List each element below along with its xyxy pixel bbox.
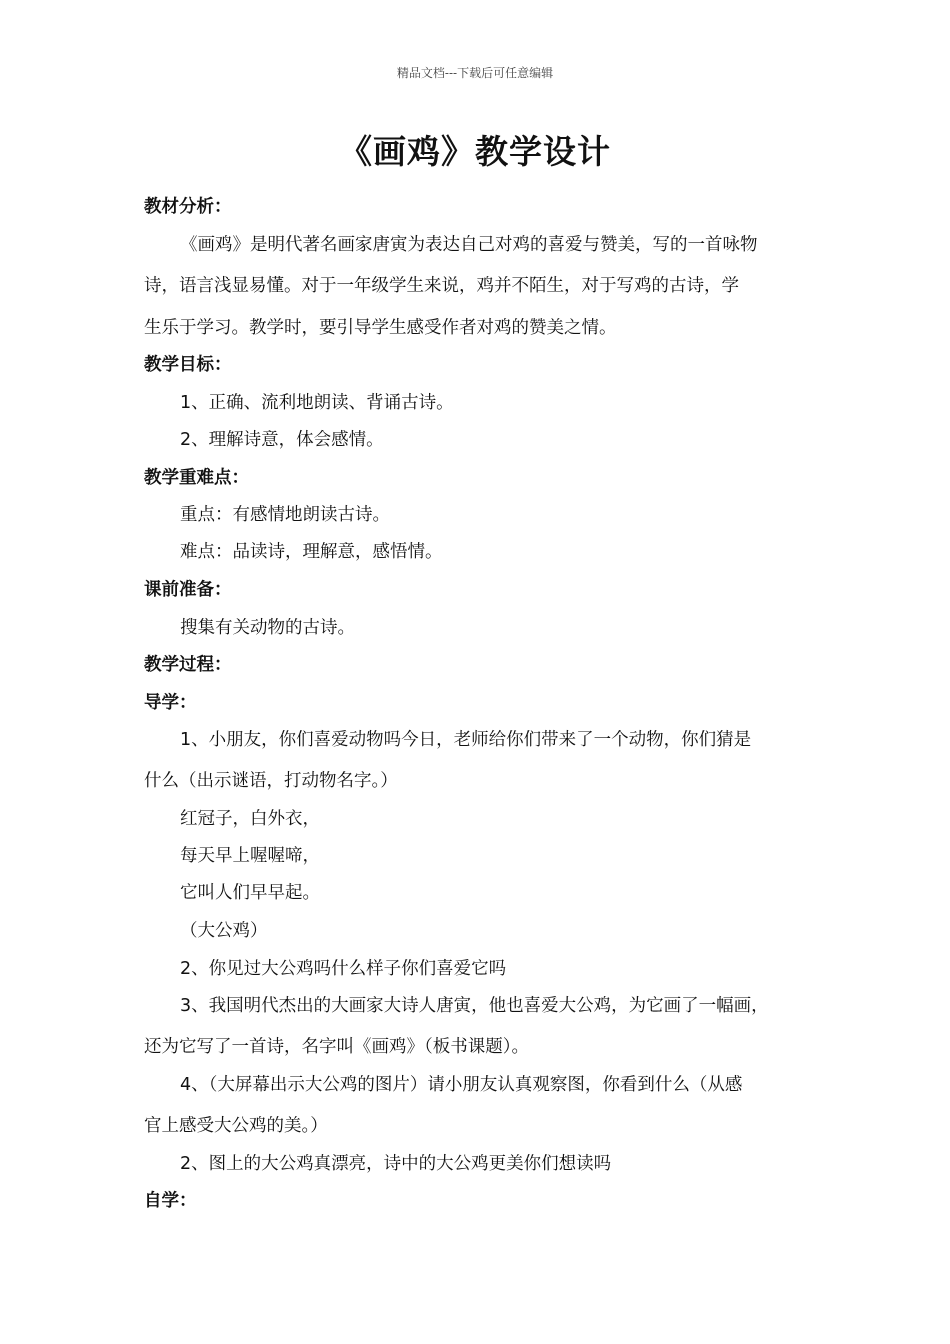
riddle-line: 它叫人们早早起。 <box>180 883 320 903</box>
paragraph-line: 《画鸡》是明代著名画家唐寅为表达自己对鸡的喜爱与赞美，写的一首咏物 <box>180 235 758 255</box>
list-item: 1、正确、流利地朗读、背诵古诗。 <box>180 393 454 413</box>
paragraph-line: 诗，语言浅显易懂。对于一年级学生来说，鸡并不陌生，对于写鸡的古诗，学 <box>144 276 739 296</box>
list-item: 难点：品读诗，理解意，感悟情。 <box>180 542 443 562</box>
section-heading-analysis: 教材分析： <box>144 197 232 217</box>
paragraph-line: 官上感受大公鸡的美。） <box>144 1116 328 1136</box>
riddle-line: 红冠子，白外衣， <box>180 809 320 829</box>
paragraph-line: 什么（出示谜语，打动物名字。） <box>144 771 398 791</box>
section-heading-key-points: 教学重难点： <box>144 468 249 488</box>
list-item: 重点：有感情地朗读古诗。 <box>180 505 390 525</box>
riddle-answer: （大公鸡） <box>180 921 268 941</box>
section-heading-prep: 课前准备： <box>144 580 232 600</box>
paragraph-line: 1、小朋友，你们喜爱动物吗今日，老师给你们带来了一个动物，你们猜是 <box>180 730 752 750</box>
paragraph-line: 搜集有关动物的古诗。 <box>180 618 355 638</box>
paragraph-line: 3、我国明代杰出的大画家大诗人唐寅，他也喜爱大公鸡，为它画了一幅画， <box>180 996 769 1016</box>
paragraph-line: 2、图上的大公鸡真漂亮，诗中的大公鸡更美你们想读吗 <box>180 1154 612 1174</box>
section-heading-goals: 教学目标： <box>144 355 232 375</box>
section-heading-process: 教学过程： <box>144 655 232 675</box>
paragraph-line: 还为它写了一首诗，名字叫《画鸡》（板书课题）。 <box>144 1037 529 1057</box>
page-header: 精品文档---下载后可任意编辑 <box>396 66 554 80</box>
paragraph-line: 2、你见过大公鸡吗什么样子你们喜爱它吗 <box>180 959 507 979</box>
document-title: 《画鸡》教学设计 <box>339 132 611 171</box>
paragraph-line: 生乐于学习。教学时，要引导学生感受作者对鸡的赞美之情。 <box>144 318 617 338</box>
list-item: 2、理解诗意，体会感情。 <box>180 430 384 450</box>
section-heading-self-study: 自学： <box>144 1191 197 1211</box>
riddle-line: 每天早上喔喔啼， <box>180 846 320 866</box>
paragraph-line: 4、（大屏幕出示大公鸡的图片）请小朋友认真观察图，你看到什么（从感 <box>180 1075 743 1095</box>
section-heading-guide: 导学： <box>144 693 197 713</box>
